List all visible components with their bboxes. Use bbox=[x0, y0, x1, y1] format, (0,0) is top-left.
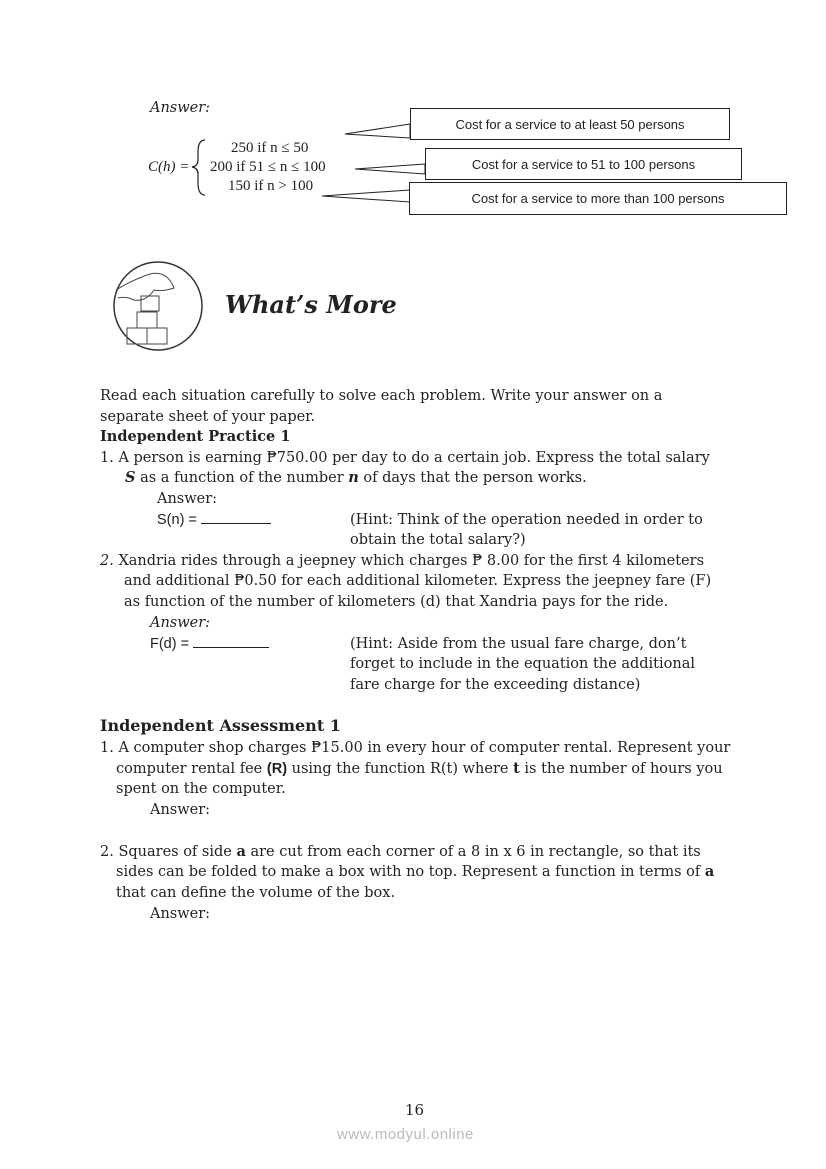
practice-2-answer bbox=[150, 633, 269, 654]
practice-1-line-1: 1. A person is earning ₱750.00 per day to do a certain job. Express the total salary bbox=[100, 450, 710, 466]
callout-2: Cost for a service to 51 to 100 persons bbox=[425, 148, 742, 180]
assessment-2-line-2 bbox=[116, 862, 714, 882]
assessment-1-line-1: 1. A computer shop charges ₱15.00 in every hour of computer rental. Represent your bbox=[100, 740, 731, 756]
text: computer rental fee bbox=[116, 761, 267, 777]
practice-1-answer bbox=[157, 509, 271, 530]
var-a: a bbox=[704, 863, 715, 880]
practice-2-line-2: and additional ₱0.50 for each additional kilometer. Express the jeepney fare (F) bbox=[124, 573, 712, 589]
watermark: www.modyul.online bbox=[337, 1126, 474, 1143]
text: as a function of the number bbox=[135, 470, 349, 486]
assessment-2-line-1 bbox=[100, 842, 701, 862]
assessment-title: Independent Assessment 1 bbox=[100, 716, 341, 735]
var-s: S bbox=[125, 469, 136, 486]
practice-2-hint-2: forget to include in the equation the additional bbox=[350, 656, 695, 672]
var-r: (R) bbox=[266, 761, 288, 777]
num: 2. bbox=[100, 553, 114, 569]
answer-blank bbox=[201, 509, 271, 524]
var-a: a bbox=[236, 843, 246, 860]
assessment-2-answer-label: Answer: bbox=[150, 906, 211, 922]
callout-3: Cost for a service to more than 100 persons bbox=[409, 182, 787, 215]
intro-line-1: Read each situation carefully to solve each problem. Write your answer on a bbox=[100, 388, 663, 404]
pointer-2 bbox=[355, 164, 425, 174]
intro-line-2: separate sheet of your paper. bbox=[100, 409, 316, 425]
callout-1: Cost for a service to at least 50 persons bbox=[410, 108, 730, 140]
page-number: 16 bbox=[405, 1101, 425, 1119]
practice-2-answer-label: Answer: bbox=[150, 615, 211, 631]
case-2: 200 if 51 ≤ n ≤ 100 bbox=[210, 159, 326, 175]
practice-2-line-1 bbox=[100, 551, 704, 571]
text: are cut from each corner of a 8 in x 6 in rectangle, so that its bbox=[245, 844, 701, 860]
practice-1-hint-2: obtain the total salary?) bbox=[350, 532, 526, 548]
practice-1-line-2 bbox=[125, 468, 587, 488]
practice-2-hint-3: fare charge for the exceeding distance) bbox=[350, 677, 641, 693]
var-t: t bbox=[513, 760, 520, 777]
pointer-1 bbox=[345, 124, 410, 138]
text: sides can be folded to make a box with no top. Represent a function in terms of bbox=[116, 864, 705, 880]
practice-title: Independent Practice 1 bbox=[100, 428, 291, 445]
text: of days that the person works. bbox=[358, 470, 587, 486]
answer-blank bbox=[193, 633, 269, 648]
case-3: 150 if n > 100 bbox=[228, 178, 314, 194]
func-label: F(d) = bbox=[150, 636, 194, 652]
hand-stacking-blocks-icon bbox=[112, 260, 204, 352]
var-n: n bbox=[348, 469, 359, 486]
assessment-1-line-3: spent on the computer. bbox=[116, 781, 286, 797]
left-brace bbox=[192, 140, 205, 195]
practice-1-answer-label: Answer: bbox=[157, 491, 218, 507]
pointer-3 bbox=[322, 190, 410, 202]
text: is the number of hours you bbox=[519, 761, 723, 777]
practice-2-hint-1: (Hint: Aside from the usual fare charge, don’t bbox=[350, 636, 687, 652]
text: using the function R(t) where bbox=[287, 761, 514, 777]
func-label: S(n) = bbox=[157, 512, 201, 528]
text: Xandria rides through a jeepney which charges ₱ 8.00 for the first 4 kilometers bbox=[113, 553, 705, 569]
case-1: 250 if n ≤ 50 bbox=[231, 140, 309, 156]
text: 2. Squares of side bbox=[100, 844, 237, 860]
assessment-1-line-2 bbox=[116, 759, 723, 779]
assessment-2-line-3: that can define the volume of the box. bbox=[116, 885, 396, 901]
assessment-1-answer-label: Answer: bbox=[150, 802, 211, 818]
practice-1-hint-1: (Hint: Think of the operation needed in order to bbox=[350, 512, 703, 528]
example-answer-label: Answer: bbox=[150, 100, 211, 116]
practice-2-line-3: as function of the number of kilometers (d) that Xandria pays for the ride. bbox=[124, 594, 669, 610]
section-title: What’s More bbox=[225, 290, 397, 319]
piecewise-lhs: C(h) = bbox=[148, 159, 190, 175]
